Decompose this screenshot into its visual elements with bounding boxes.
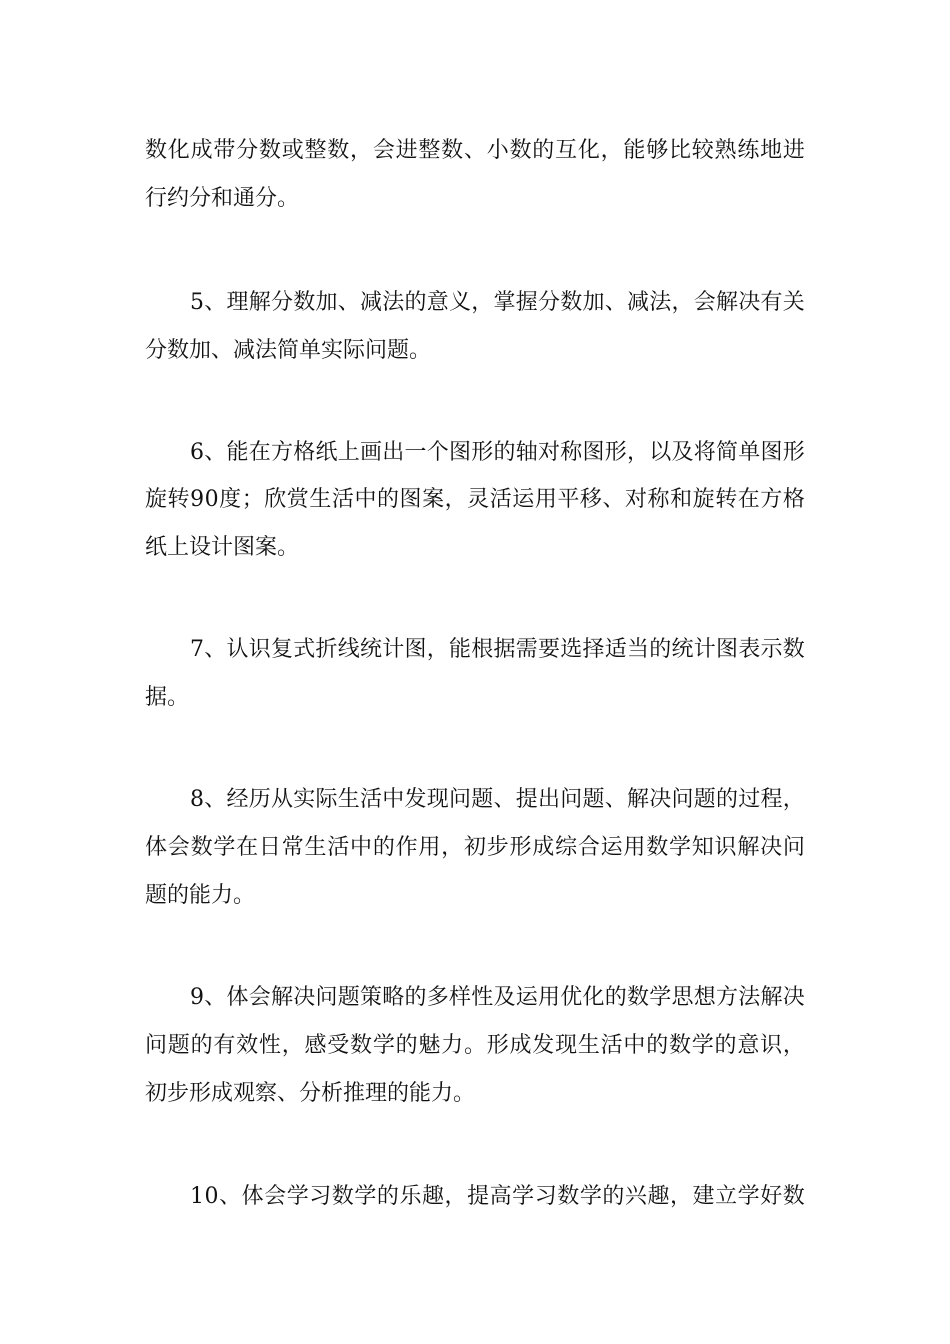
paragraph-line: 题的能力。 [145, 883, 256, 908]
paragraph-line: 问 题 的 有 效 性 ， 感 受 数 学 的 魅 力 。 形 成 发 现 生 活 中 的 数 学 的 意 识 ， [145, 1033, 805, 1058]
paragraph-line: 5 、 理 解 分 数 加 、 减 法 的 意 义 ， 掌 握 分 数 加 、 减 法 ， 会 解 决 有 关 [190, 290, 805, 315]
paragraph-line: 6 、 能 在 方 格 纸 上 画 出 一 个 图 形 的 轴 对 称 图 形 ， 以 及 将 简 单 图 形 [190, 440, 805, 465]
paragraph-line: 纸上设计图案。 [145, 535, 300, 560]
paragraph-line: 据。 [145, 685, 190, 710]
paragraph-line: 行约分和通分。 [145, 186, 300, 211]
paragraph-line: 1 0 、 体 会 学 习 数 学 的 乐 趣 ， 提 高 学 习 数 学 的 兴 趣 ， 建 立 学 好 数 [190, 1184, 805, 1209]
paragraph-line: 体 会 数 学 在 日 常 生 活 中 的 作 用 ， 初 步 形 成 综 合 运 用 数 学 知 识 解 决 问 [145, 835, 805, 860]
paragraph-line: 旋 转 9 0 度 ； 欣 赏 生 活 中 的 图 案 ， 灵 活 运 用 平 移 、 对 称 和 旋 转 在 方 格 [145, 487, 805, 512]
paragraph-line: 8 、 经 历 从 实 际 生 活 中 发 现 问 题 、 提 出 问 题 、 解 决 问 题 的 过 程 ， [190, 787, 805, 812]
paragraph-line: 分数加、减法简单实际问题。 [145, 338, 432, 363]
paragraph-line: 初步形成观察、分析推理的能力。 [145, 1081, 476, 1106]
paragraph-line: 数 化 成 带 分 数 或 整 数 ， 会 进 整 数 、 小 数 的 互 化 ， 能 够 比 较 熟 练 地 进 [145, 138, 805, 163]
paragraph-line: 7 、 认 识 复 式 折 线 统 计 图 ， 能 根 据 需 要 选 择 适 当 的 统 计 图 表 示 数 [190, 637, 805, 662]
paragraph-line: 9 、 体 会 解 决 问 题 策 略 的 多 样 性 及 运 用 优 化 的 数 学 思 想 方 法 解 决 [190, 985, 805, 1010]
